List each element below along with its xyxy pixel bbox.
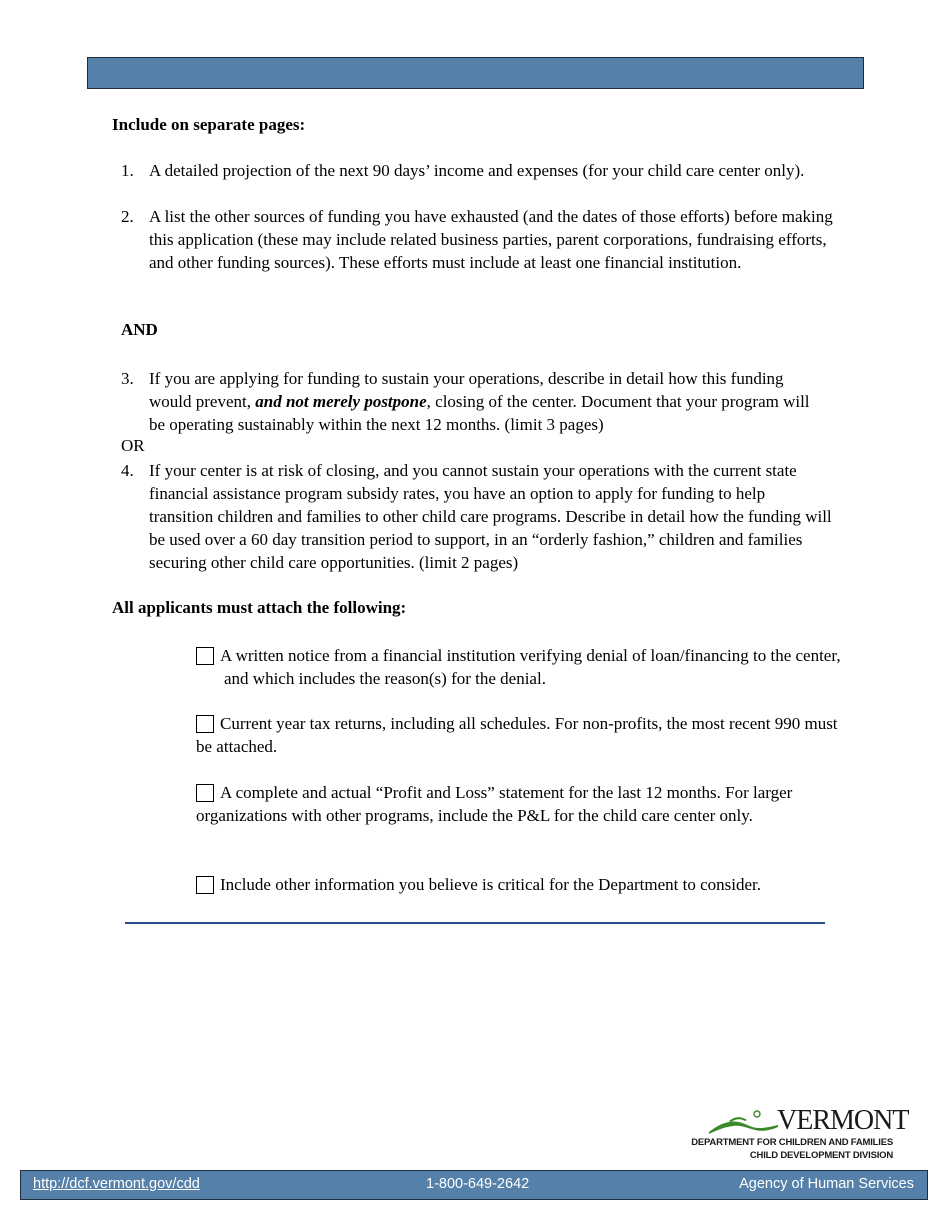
checklist-text: Include other information you believe is critical for the Department to consider. — [220, 875, 761, 894]
and-label: AND — [121, 320, 158, 339]
list-item — [121, 367, 811, 436]
footer-website-link[interactable]: http://dcf.vermont.gov/cdd — [33, 1176, 200, 1192]
list-number: 3. — [121, 369, 134, 388]
footer-agency: Agency of Human Services — [739, 1176, 914, 1192]
checklist-text: A complete and actual “Profit and Loss” statement for the last 12 months. For larger organizations with other programs, include the P&L for the child care center only. — [196, 783, 793, 825]
list-text: If you are applying for funding to sustain your operations, describe in detail how this funding would prevent, and not merely postpone, closing of the center. Document that your program will be operating sustainably within the next 12 months. (limit 3 pages) — [149, 369, 810, 434]
vermont-dcf-logo — [691, 1105, 909, 1164]
checkbox[interactable] — [196, 784, 214, 802]
mountain-logo-icon — [707, 1108, 779, 1136]
logo-department: DEPARTMENT FOR CHILDREN AND FAMILIES — [691, 1137, 893, 1148]
checklist-item — [196, 781, 826, 827]
list-number: 2. — [121, 207, 134, 226]
checklist-item — [196, 644, 844, 690]
checklist-text: A written notice from a financial institution verifying denial of loan/financing to the center, and which includes the reason(s) for the denial. — [220, 646, 841, 688]
logo-division: CHILD DEVELOPMENT DIVISION — [749, 1150, 893, 1161]
list-text: If your center is at risk of closing, and you cannot sustain your operations with the current state financial assistance program subsidy rates, you have an option to apply for funding to help transition children and families to other child care programs. Describe in detail how the funding will be used over a 60 day transition period to support, in an “orderly fashion,” children and families securing other child care opportunities. (limit 2 pages) — [149, 461, 832, 572]
list-number: 4. — [121, 461, 134, 480]
list-item — [121, 205, 837, 274]
footer-bar — [20, 1170, 928, 1200]
checkbox[interactable] — [196, 715, 214, 733]
checklist-text: Current year tax returns, including all schedules. For non-profits, the most recent 990 must be attached. — [196, 714, 838, 756]
list-item — [121, 159, 841, 182]
list-text: A detailed projection of the next 90 days’ income and expenses (for your child care center only). — [149, 161, 805, 180]
section-divider — [125, 922, 825, 924]
footer-phone: 1-800-649-2642 — [426, 1176, 530, 1192]
checkbox[interactable] — [196, 876, 214, 894]
logo-wordmark: VERMONT — [777, 1105, 909, 1136]
or-label: OR — [121, 436, 145, 455]
list-text: A list the other sources of funding you have exhausted (and the dates of those efforts) before making this application (these may include related business parties, parent corporations, fundraising efforts, and other funding sources). These efforts must include at least one financial institution. — [149, 207, 833, 272]
list-number: 1. — [121, 161, 134, 180]
emphasis-text: and not merely postpone — [255, 392, 427, 411]
checklist-item — [196, 873, 844, 896]
list-item — [121, 459, 833, 574]
separate-pages-heading: Include on separate pages: — [112, 115, 306, 134]
checklist-item — [196, 712, 844, 758]
all-applicants-heading: All applicants must attach the following: — [112, 598, 407, 617]
header-bar — [87, 57, 864, 89]
checkbox[interactable] — [196, 647, 214, 665]
